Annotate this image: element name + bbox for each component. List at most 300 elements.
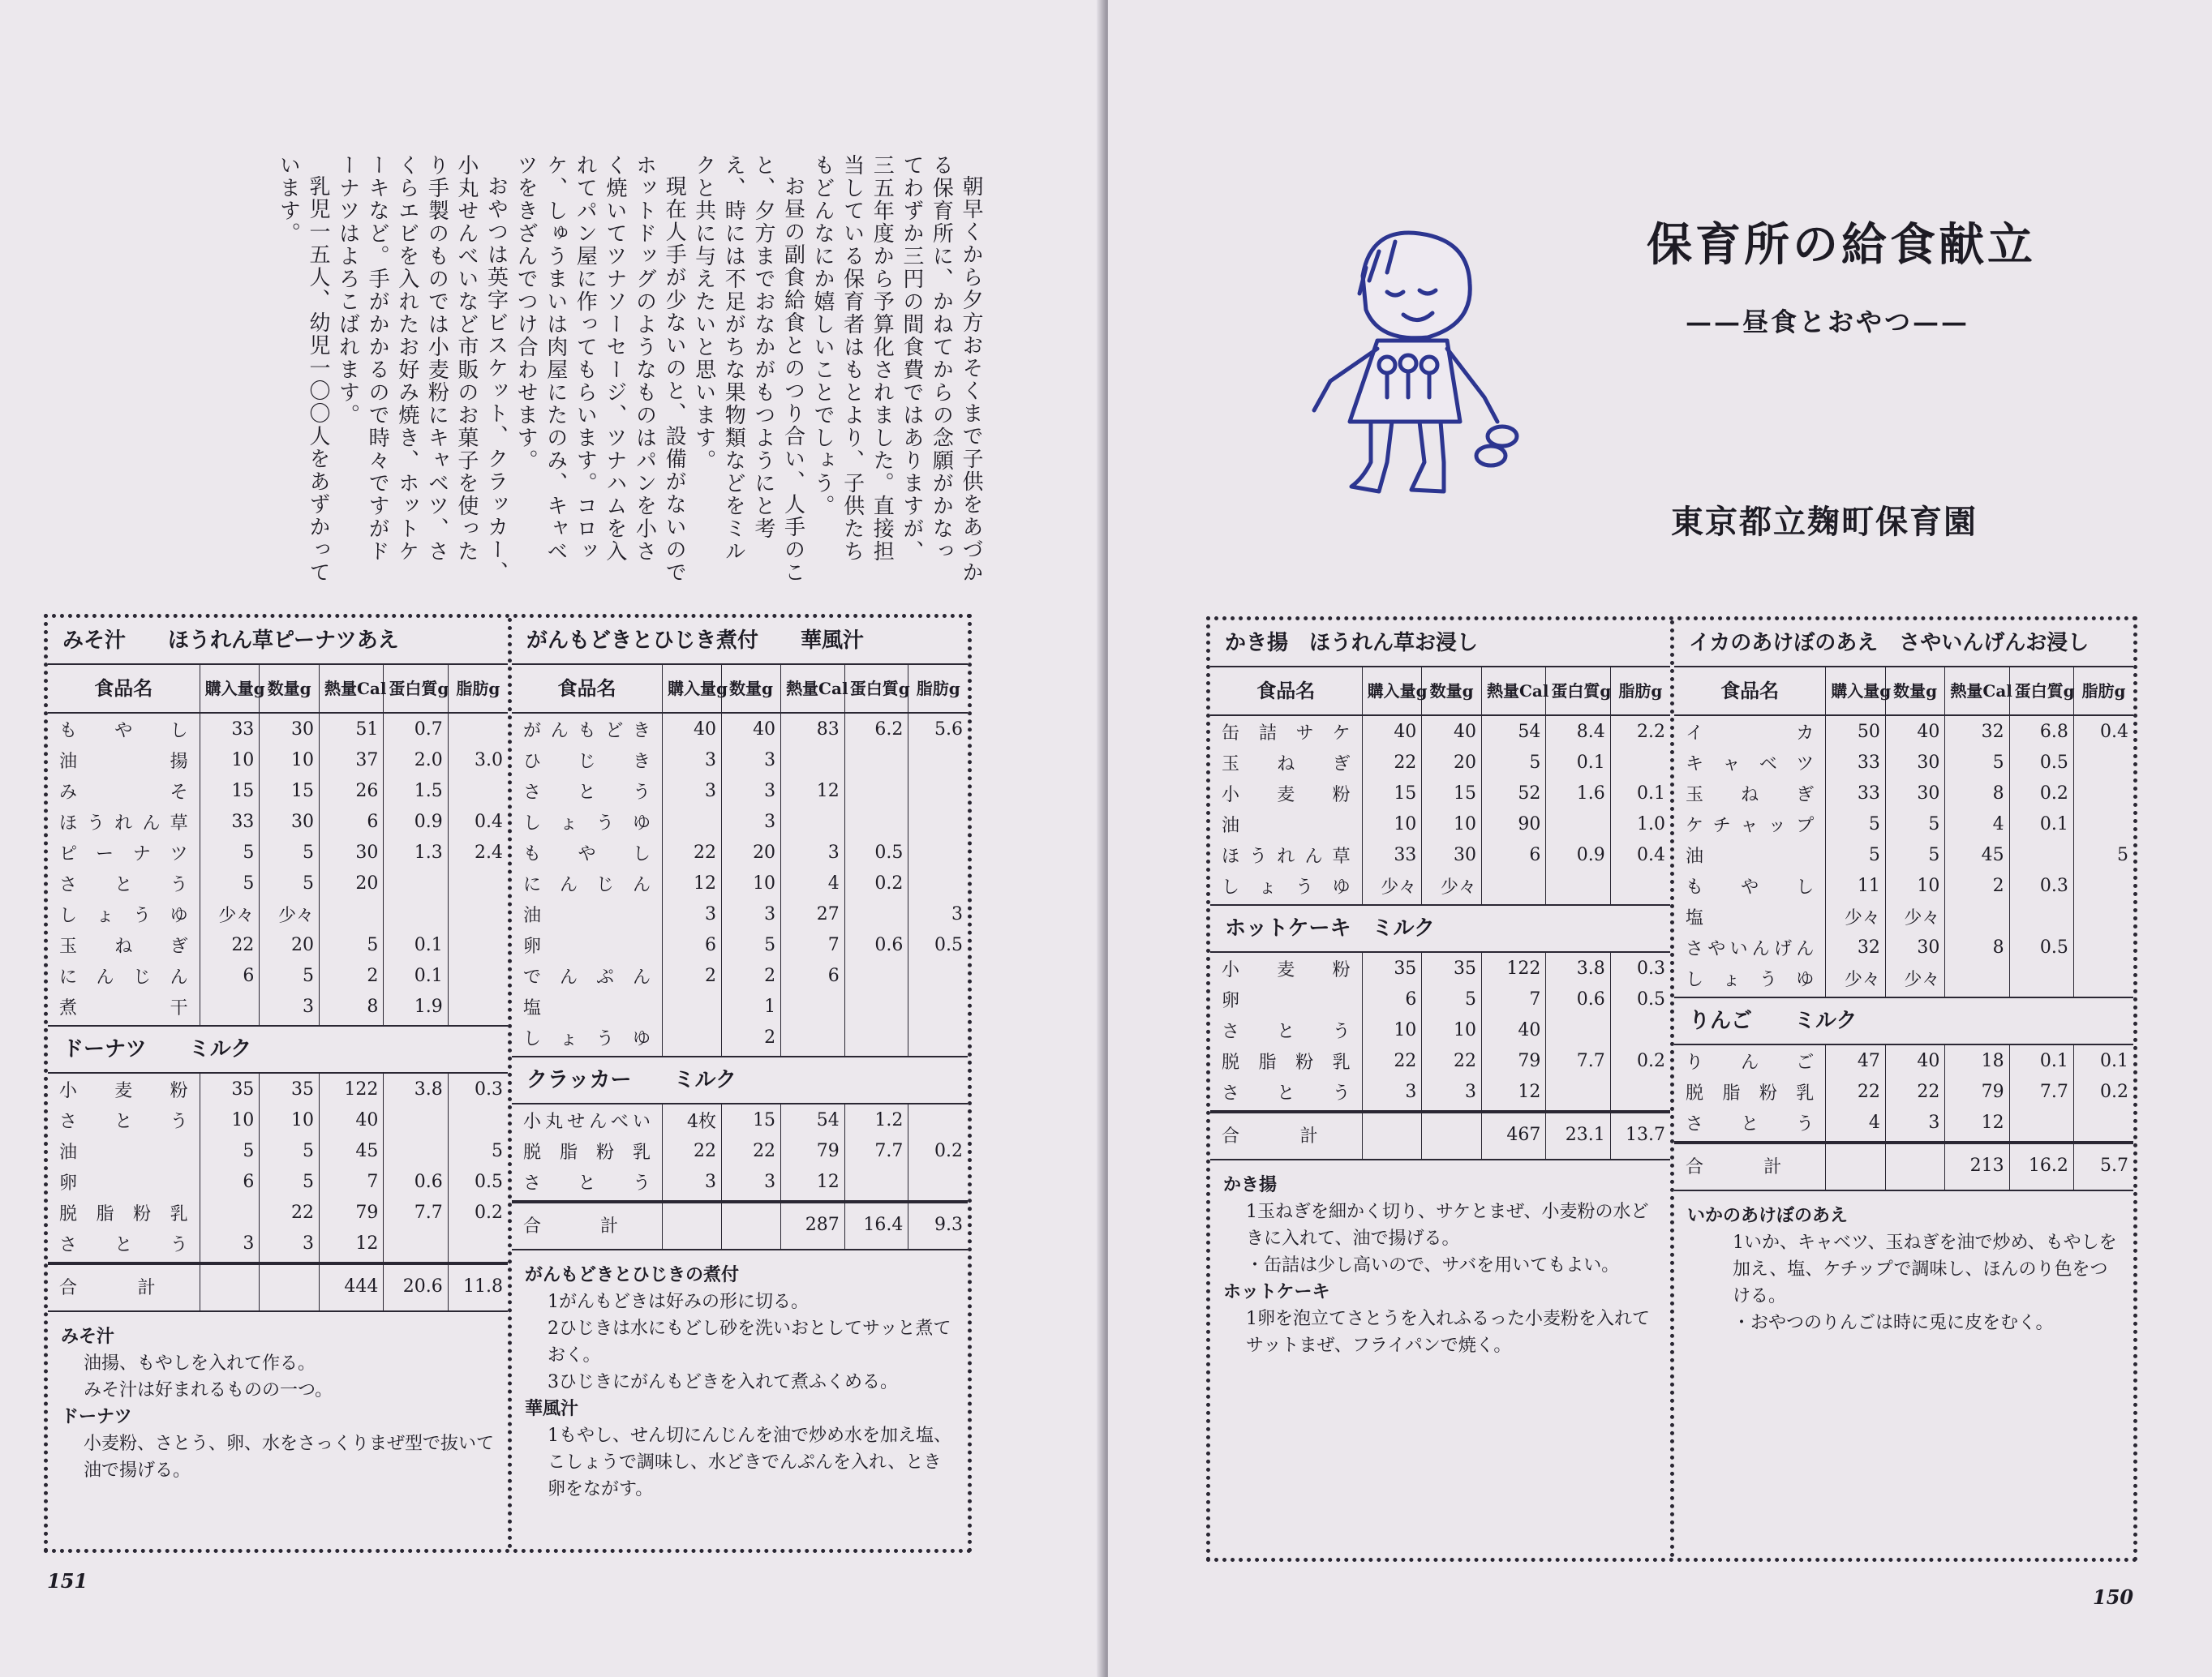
cell-amount: 10: [260, 1104, 320, 1135]
table-row: [1674, 778, 2133, 808]
cell-calorie: [1945, 963, 2009, 997]
cell-fat: [2073, 870, 2133, 901]
food-table: [512, 1104, 968, 1200]
cell-amount: 35: [1422, 953, 1482, 984]
left-page: [0, 0, 1105, 1677]
cell-protein: [384, 899, 448, 929]
cell-protein: [844, 744, 908, 775]
cell-fat: [1610, 1076, 1670, 1110]
cell-name: 脱脂粉乳: [1222, 1052, 1351, 1073]
note-line: 油揚、もやしを入れて作る。: [84, 1353, 316, 1374]
cell-calorie: 122: [320, 1074, 384, 1104]
note-line: ・缶詰は少し高いので、サバを用いてもよい。: [1246, 1255, 1620, 1276]
cell-fat: [2073, 963, 2133, 997]
cell-fat: 0.5: [1610, 984, 1670, 1014]
cell-name: 脱脂粉乳: [59, 1203, 188, 1225]
cell-protein: 3.8: [1546, 953, 1610, 984]
note-line: 1卵を泡立てさとうを入れふるった小麦粉を入れてサットまぜ、フライパンで焼く。: [1246, 1309, 1650, 1356]
cell-name: しょうゆ: [1686, 969, 1815, 990]
table-row: [48, 991, 508, 1025]
cell-amount: 5: [260, 1166, 320, 1197]
cell-fat: [908, 775, 968, 806]
cell-name: さとう: [1686, 1113, 1815, 1134]
cell-amount: 22: [1885, 1076, 1945, 1107]
cell-calorie: 7: [320, 1166, 384, 1197]
cell-protein: 0.9: [1546, 839, 1610, 870]
column-header-name: 食品名: [48, 665, 200, 713]
cell-calorie: 5: [1945, 747, 2009, 778]
cell-amount: 5: [1885, 808, 1945, 839]
food-table: [1210, 953, 1670, 1110]
cell-calorie: 6: [1482, 839, 1546, 870]
note-heading: 華風汁: [525, 1398, 579, 1419]
cell-purchase: 10: [200, 1104, 260, 1135]
body-paragraph: お昼の副食給食とのつり合い、人手のこと、夕方までおなかがもつようにと考え、時には不足がちな果物類などをミルクと共に与えたいと思います。: [691, 154, 805, 584]
cell-fat: [2073, 932, 2133, 963]
table-row: [512, 929, 968, 960]
total-label: 合計: [512, 1203, 662, 1250]
cell-amount: 1: [722, 991, 781, 1022]
cell-fat: 1.0: [1610, 808, 1670, 839]
column-header-protein: 蛋白質g: [844, 665, 908, 713]
cell-fat: 0.4: [448, 806, 508, 837]
cell-protein: 0.7: [384, 713, 448, 744]
cell-name: 油揚: [59, 751, 188, 772]
cell-name: しょうゆ: [523, 1028, 651, 1049]
cell-calorie: 6: [320, 806, 384, 837]
cell-name: さとう: [1222, 1021, 1351, 1042]
cell-amount: 5: [1422, 984, 1482, 1014]
note-line: 小麦粉、さとう、卵、水をさっくりまぜ型で抜いて油で揚げる。: [84, 1434, 495, 1481]
cell-amount: 少々: [260, 899, 320, 929]
cell-protein: [844, 806, 908, 837]
cell-calorie: 32: [1945, 715, 2009, 747]
cell-fat: 0.1: [1610, 778, 1670, 808]
cell-amount: 5: [260, 1135, 320, 1166]
cell-calorie: 18: [1945, 1045, 2009, 1076]
cell-purchase: 22: [1826, 1076, 1886, 1107]
cell-purchase: 6: [200, 1166, 260, 1197]
page-number-left: 151: [47, 1569, 88, 1593]
table-row: [512, 1022, 968, 1056]
recipe-notes: [512, 1250, 968, 1514]
table-row: [48, 713, 508, 744]
menu-section-title: クラッカー ミルク: [512, 1057, 968, 1104]
table-row: [1210, 1014, 1670, 1045]
table-row: [1674, 932, 2133, 963]
total-amount: [1885, 1143, 1945, 1190]
table-row: [1210, 953, 1670, 984]
menu-section-title: イカのあけぼのあえ さやいんげんお浸し: [1674, 620, 2133, 667]
cell-name: さとう: [523, 1173, 651, 1194]
recipe-notes: [48, 1312, 508, 1495]
cell-calorie: 83: [781, 713, 845, 744]
cell-name: 塩: [523, 997, 542, 1019]
cell-calorie: 79: [1482, 1045, 1546, 1076]
cell-amount: 5: [1885, 839, 1945, 870]
column-header-fat: 脂肪g: [448, 665, 508, 713]
cell-purchase: 40: [662, 713, 721, 744]
cell-protein: 0.5: [844, 837, 908, 868]
menu-section: [1210, 906, 1670, 1112]
cell-purchase: 12: [662, 868, 721, 899]
cell-protein: 0.6: [384, 1166, 448, 1197]
cell-calorie: 3: [781, 837, 845, 868]
cell-amount: 40: [1422, 715, 1482, 747]
cell-amount: 10: [1885, 870, 1945, 901]
cell-protein: 8.4: [1546, 715, 1610, 747]
cell-name: キャベツ: [1686, 753, 1815, 774]
cell-fat: 0.4: [1610, 839, 1670, 870]
cell-protein: 1.2: [844, 1104, 908, 1135]
cell-calorie: 12: [781, 1166, 845, 1200]
cell-protein: 7.7: [2009, 1076, 2073, 1107]
note-line: 1いか、キャベツ、玉ねぎを油で炒め、もやしを加え、塩、ケチップで調味し、ほんのり色をつける。: [1733, 1233, 2117, 1306]
cell-protein: 7.7: [384, 1197, 448, 1228]
cell-amount: 10: [1422, 808, 1482, 839]
note-line: ・おやつのりんごは時に兎に皮をむく。: [1733, 1313, 2054, 1333]
cell-calorie: [781, 1022, 845, 1056]
cell-protein: [844, 960, 908, 991]
cell-protein: 0.1: [2009, 808, 2073, 839]
body-text: [32, 154, 986, 584]
total-calorie: 213: [1945, 1143, 2009, 1190]
article-subtitle: ——昼食とおやつ——: [1686, 307, 1970, 337]
cell-calorie: [781, 991, 845, 1022]
cell-name: しょうゆ: [1222, 877, 1351, 898]
cell-protein: 1.9: [384, 991, 448, 1025]
menu-section: [1674, 998, 2133, 1143]
cell-fat: [908, 1166, 968, 1200]
table-row: [48, 1104, 508, 1135]
cell-name: しょうゆ: [59, 905, 188, 926]
cell-amount: 3: [722, 744, 781, 775]
cell-purchase: 22: [662, 837, 721, 868]
cell-name: さとう: [59, 874, 188, 895]
column-header-fat: 脂肪g: [908, 665, 968, 713]
cell-purchase: 3: [662, 775, 721, 806]
column-header-amount: 数量g: [1885, 667, 1945, 715]
article-title: 保育所の給食献立: [1647, 218, 2036, 272]
column-header-calorie: 熱量Cal: [1945, 667, 2009, 715]
cell-amount: 3: [1422, 1076, 1482, 1110]
cell-fat: 3.0: [448, 744, 508, 775]
cell-protein: [384, 868, 448, 899]
child-illustration: [1282, 219, 1541, 511]
cell-amount: 10: [260, 744, 320, 775]
cell-protein: [2009, 901, 2073, 932]
table-row: [512, 775, 968, 806]
table-row: [512, 1135, 968, 1166]
cell-fat: 0.2: [1610, 1045, 1670, 1076]
cell-name: さとう: [59, 1234, 188, 1255]
cell-name: 油: [1686, 846, 1704, 867]
cell-calorie: 54: [1482, 715, 1546, 747]
cell-purchase: 10: [1362, 808, 1422, 839]
cell-purchase: 6: [662, 929, 721, 960]
total-fat: 9.3: [908, 1203, 968, 1250]
table-row: [1210, 808, 1670, 839]
cell-purchase: 5: [200, 1135, 260, 1166]
menu-frame-left: [44, 614, 972, 1553]
cell-name: がんもどき: [523, 720, 651, 741]
cell-name: しょうゆ: [523, 813, 651, 834]
recipe-notes: [1210, 1160, 1670, 1370]
column-header-purchase: 購入量g: [662, 665, 721, 713]
cell-amount: 22: [722, 1135, 781, 1166]
column-header-calorie: 熱量Cal: [320, 665, 384, 713]
food-table: [1674, 1045, 2133, 1141]
cell-name: 卵: [1222, 990, 1240, 1011]
cell-name: ほうれん草: [59, 813, 188, 834]
cell-purchase: 6: [1362, 984, 1422, 1014]
table-row: [48, 806, 508, 837]
cell-fat: 0.3: [1610, 953, 1670, 984]
cell-purchase: 10: [200, 744, 260, 775]
table-row: [1210, 778, 1670, 808]
cell-calorie: 7: [1482, 984, 1546, 1014]
cell-fat: [448, 929, 508, 960]
cell-fat: 2.4: [448, 837, 508, 868]
cell-purchase: 6: [200, 960, 260, 991]
cell-fat: [448, 960, 508, 991]
cell-name: ひじき: [523, 751, 651, 772]
cell-protein: [1546, 870, 1610, 904]
cell-calorie: 8: [1945, 932, 2009, 963]
cell-calorie: [781, 806, 845, 837]
cell-purchase: 15: [200, 775, 260, 806]
cell-purchase: [200, 1197, 260, 1228]
cell-calorie: 79: [320, 1197, 384, 1228]
cell-purchase: 33: [200, 713, 260, 744]
cell-purchase: 少々: [1826, 963, 1886, 997]
cell-name: 塩: [1686, 907, 1704, 929]
cell-calorie: 37: [320, 744, 384, 775]
cell-purchase: 3: [662, 1166, 721, 1200]
cell-calorie: 6: [781, 960, 845, 991]
cell-fat: 2.2: [1610, 715, 1670, 747]
menu-section-title: ホットケーキ ミルク: [1210, 906, 1670, 953]
cell-fat: 0.5: [448, 1166, 508, 1197]
cell-name: 油: [523, 905, 542, 926]
cell-calorie: 5: [320, 929, 384, 960]
total-calorie: 287: [781, 1203, 845, 1250]
cell-calorie: 30: [320, 837, 384, 868]
cell-protein: 7.7: [844, 1135, 908, 1166]
table-row: [48, 960, 508, 991]
cell-fat: [1610, 1014, 1670, 1045]
cell-name: さやいんげん: [1686, 938, 1815, 959]
cell-amount: 3: [1885, 1107, 1945, 1141]
cell-name: 玉ねぎ: [1686, 784, 1815, 805]
page-number-right: 150: [2093, 1585, 2134, 1609]
column-header-name: 食品名: [1674, 667, 1826, 715]
cell-calorie: 7: [781, 929, 845, 960]
column-header-protein: 蛋白質g: [1546, 667, 1610, 715]
cell-amount: 22: [1422, 1045, 1482, 1076]
note-line: 1玉ねぎを細かく切り、サケとまぜ、小麦粉の水どきに入れて、油で揚げる。: [1246, 1202, 1649, 1249]
cell-protein: 6.2: [844, 713, 908, 744]
cell-amount: 3: [722, 899, 781, 929]
cell-amount: 5: [260, 837, 320, 868]
cell-protein: [384, 1104, 448, 1135]
cell-fat: 3: [908, 899, 968, 929]
cell-name: ピーナツ: [59, 843, 188, 864]
cell-amount: 30: [1422, 839, 1482, 870]
cell-protein: 0.5: [2009, 747, 2073, 778]
table-row: [1674, 1045, 2133, 1076]
cell-protein: 0.1: [2009, 1045, 2073, 1076]
menu-section: [512, 1057, 968, 1202]
cell-fat: [908, 1022, 968, 1056]
cell-purchase: [662, 806, 721, 837]
table-row: [48, 775, 508, 806]
menu-table-4: [1674, 620, 2133, 1558]
cell-amount: 少々: [1885, 963, 1945, 997]
cell-purchase: 22: [1362, 1045, 1422, 1076]
total-fat: 11.8: [448, 1264, 508, 1311]
cell-purchase: 33: [200, 806, 260, 837]
table-row: [1210, 870, 1670, 904]
cell-amount: 3: [722, 775, 781, 806]
menu-section-title: がんもどきとひじき煮付 華風汁: [512, 618, 968, 665]
cell-fat: [448, 991, 508, 1025]
total-protein: 20.6: [384, 1264, 448, 1311]
cell-name: でんぷん: [523, 967, 651, 988]
cell-calorie: [781, 744, 845, 775]
cell-name: さとう: [1222, 1083, 1351, 1104]
cell-purchase: 3: [1362, 1076, 1422, 1110]
total-table: [512, 1202, 968, 1250]
menu-section-title: りんご ミルク: [1674, 998, 2133, 1045]
cell-purchase: 5: [1826, 839, 1886, 870]
cell-protein: [2009, 963, 2073, 997]
cell-purchase: 22: [200, 929, 260, 960]
cell-fat: [2073, 747, 2133, 778]
cell-protein: [384, 1228, 448, 1262]
cell-protein: 0.1: [384, 960, 448, 991]
total-purchase: [1362, 1113, 1422, 1160]
cell-calorie: 54: [781, 1104, 845, 1135]
cell-fat: [908, 960, 968, 991]
column-header-name: 食品名: [512, 665, 662, 713]
total-purchase: [1826, 1143, 1886, 1190]
food-table: [1674, 667, 2133, 997]
cell-name: 玉ねぎ: [1222, 753, 1351, 774]
note-heading: かき揚: [1223, 1174, 1278, 1195]
cell-protein: 7.7: [1546, 1045, 1610, 1076]
total-protein: 16.2: [2009, 1143, 2073, 1190]
cell-purchase: 少々: [1826, 901, 1886, 932]
cell-protein: 0.2: [2009, 778, 2073, 808]
food-table: [48, 665, 508, 1025]
total-label: 合計: [1674, 1143, 1826, 1190]
cell-fat: [908, 806, 968, 837]
cell-fat: 5: [448, 1135, 508, 1166]
cell-amount: 3: [722, 806, 781, 837]
total-purchase: [200, 1264, 260, 1311]
cell-fat: [2073, 778, 2133, 808]
cell-name: 小丸せんべい: [523, 1111, 651, 1132]
table-row: [1210, 1045, 1670, 1076]
cell-name: 油: [59, 1142, 78, 1163]
cell-protein: 0.5: [2009, 932, 2073, 963]
cell-protein: 1.6: [1546, 778, 1610, 808]
cell-name: みそ: [59, 782, 188, 803]
cell-calorie: 2: [1945, 870, 2009, 901]
cell-protein: 0.3: [2009, 870, 2073, 901]
cell-calorie: 4: [781, 868, 845, 899]
cell-fat: 5.6: [908, 713, 968, 744]
column-header-name: 食品名: [1210, 667, 1362, 715]
menu-section: [48, 1027, 508, 1263]
cell-fat: [448, 868, 508, 899]
menu-table-2: [512, 618, 968, 1549]
cell-protein: 1.3: [384, 837, 448, 868]
table-row: [512, 991, 968, 1022]
body-paragraph: おやつは英字ビスケット、クラッカー、小丸せんべいなど市販のお菓子を使ったり手製のものでは小麦粉にキャベツ、さくらエビを入れたお好み焼き、ホットケーキなど。手がかかるので時々ですがドーナツはよろこばれます。: [335, 154, 509, 584]
cell-amount: 40: [1885, 1045, 1945, 1076]
article-author: 東京都立麹町保育園: [1671, 503, 1978, 541]
cell-name: 油: [1222, 815, 1240, 836]
table-row: [1674, 715, 2133, 747]
cell-protein: 0.1: [1546, 747, 1610, 778]
cell-amount: 20: [1422, 747, 1482, 778]
cell-amount: 35: [260, 1074, 320, 1104]
note-line: 1がんもどきは好みの形に切る。: [548, 1292, 809, 1312]
cell-calorie: 2: [320, 960, 384, 991]
menu-frame-right: [1206, 616, 2137, 1562]
cell-purchase: 33: [1826, 778, 1886, 808]
cell-name: 小麦粉: [1222, 959, 1351, 980]
table-row: [1674, 901, 2133, 932]
menu-section: [512, 618, 968, 1057]
cell-name: 小麦粉: [1222, 784, 1351, 805]
cell-amount: 20: [260, 929, 320, 960]
cell-fat: [908, 991, 968, 1022]
cell-protein: [1546, 1076, 1610, 1110]
cell-amount: 5: [260, 960, 320, 991]
cell-amount: 3: [722, 1166, 781, 1200]
cell-calorie: 45: [320, 1135, 384, 1166]
cell-calorie: 12: [781, 775, 845, 806]
cell-calorie: 26: [320, 775, 384, 806]
cell-fat: 0.4: [2073, 715, 2133, 747]
table-row: [512, 960, 968, 991]
body-paragraph: 現在人手が少ないのと、設備がないのでホットドッグのようなものはパンを小さく焼いてツナソーセージ、ツナハムを入れてパン屋に作ってもらいます。コロッケ、しゅうまいは肉屋にたのみ、キャベツをきざんでつけ合わせます。: [513, 154, 687, 584]
cell-name: もやし: [59, 720, 188, 741]
cell-name: にんじん: [523, 874, 651, 895]
cell-calorie: 4: [1945, 808, 2009, 839]
cell-name: 脱脂粉乳: [523, 1142, 651, 1163]
cell-name: もやし: [1686, 877, 1815, 898]
table-row: [512, 806, 968, 837]
cell-amount: 15: [1422, 778, 1482, 808]
column-header-protein: 蛋白質g: [384, 665, 448, 713]
column-header-amount: 数量g: [260, 665, 320, 713]
cell-fat: 5: [2073, 839, 2133, 870]
cell-purchase: 3: [662, 744, 721, 775]
cell-calorie: 12: [1482, 1076, 1546, 1110]
table-row: [48, 929, 508, 960]
cell-fat: 0.5: [908, 929, 968, 960]
table-row: [512, 1166, 968, 1200]
food-table: [512, 665, 968, 1056]
cell-amount: 5: [722, 929, 781, 960]
menu-section-title: かき揚 ほうれん草お浸し: [1210, 620, 1670, 667]
cell-amount: 30: [1885, 932, 1945, 963]
cell-name: 卵: [523, 936, 542, 957]
